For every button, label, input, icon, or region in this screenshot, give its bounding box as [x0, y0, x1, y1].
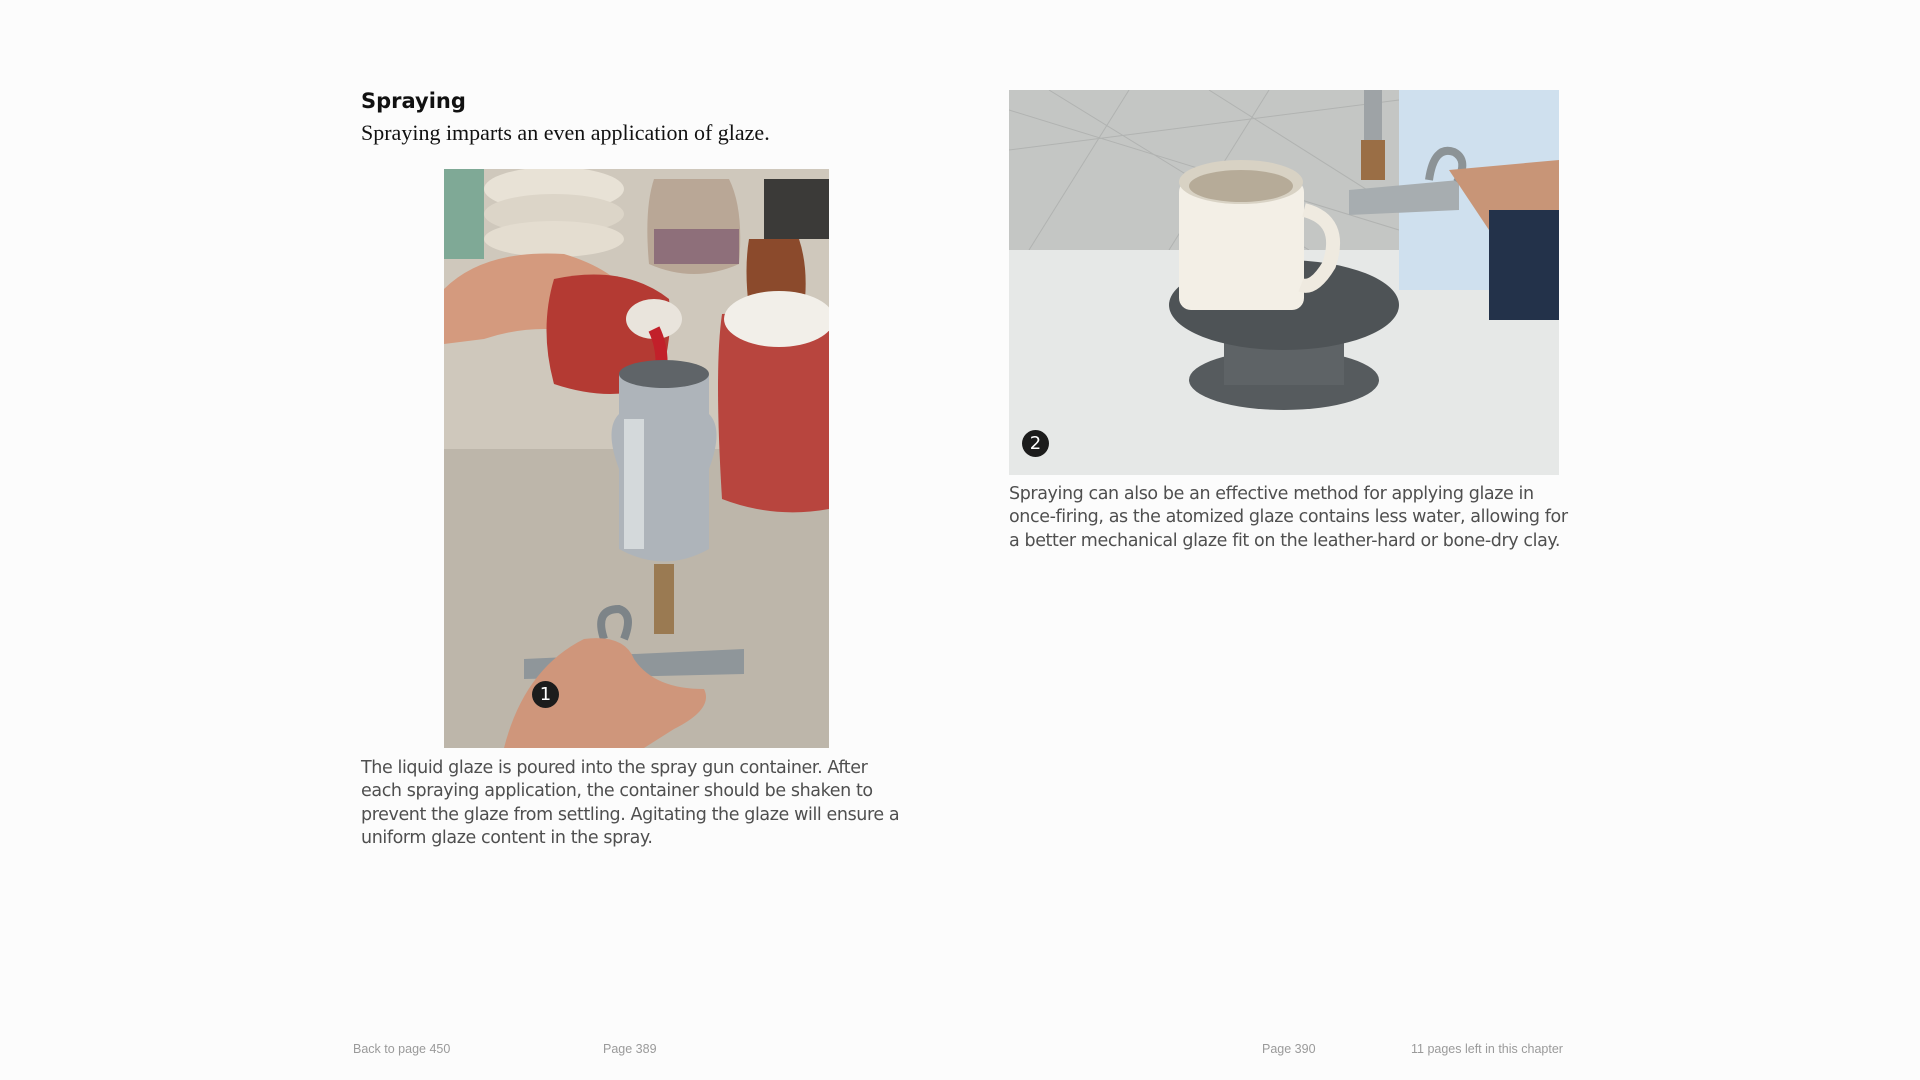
figure-1-number-badge: 1	[532, 681, 559, 708]
figure-2-number-badge: 2	[1022, 430, 1049, 457]
figure-2-caption: Spraying can also be an effective method for applying glaze in once-firing, as the atomized glaze contains less water, allowing for a better mechanical glaze fit on the leather-hard or bone-dry clay.	[1009, 484, 1568, 551]
section-title: Spraying	[361, 89, 466, 113]
figure-1-caption: The liquid glaze is poured into the spray gun container. After each spraying application, the container should be shaken to prevent the glaze from settling. Agitating the glaze will ensure a uniform glaze content in the spray.	[361, 758, 900, 848]
section-subtitle: Spraying imparts an even application of glaze.	[361, 120, 770, 145]
figure-1-photo	[444, 169, 829, 748]
right-page-number: Page 390	[1262, 1042, 1316, 1056]
chapter-pages-remaining: 11 pages left in this chapter	[1411, 1042, 1563, 1056]
back-to-page-link[interactable]: Back to page 450	[353, 1042, 451, 1056]
figure-2-photo	[1009, 90, 1559, 475]
left-page-number: Page 389	[603, 1042, 657, 1056]
